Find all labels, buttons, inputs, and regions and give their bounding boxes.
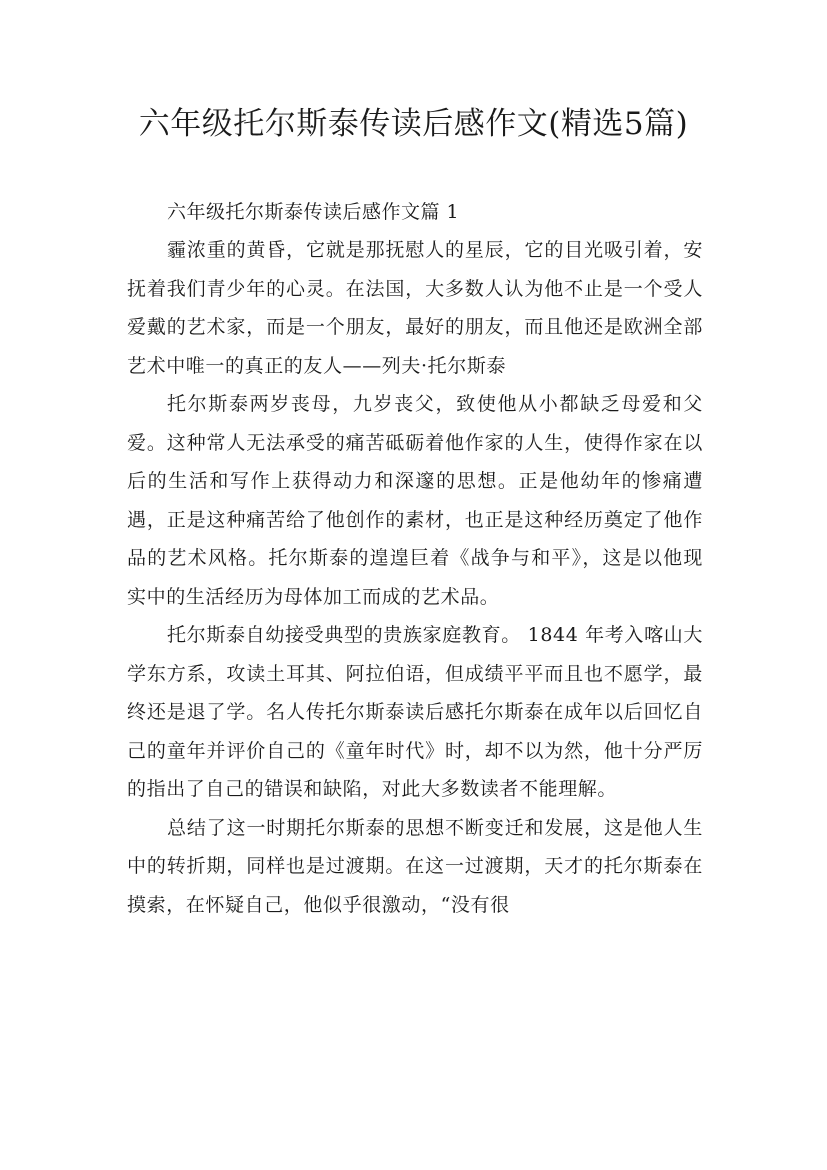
paragraph-2: 托尔斯泰两岁丧母，九岁丧父，致使他从小都缺乏母爱和父爱。这种常人无法承受的痛苦砥砺着他作家的人生，使得作家在以后的生活和写作上获得动力和深邃的思想。正是他幼年的惨痛遭遇，正是这种痛苦给了他创作的素材，也正是这种经历奠定了他作品的艺术风格。托尔斯泰的遑遑巨着《战争与和平》，这是以他现实中的生活经历为母体加工而成的艺术品。 — [127, 393, 703, 608]
document-body — [127, 193, 703, 924]
section-heading: 六年级托尔斯泰传读后感作文篇 1 — [167, 201, 460, 223]
paragraph-1: 霾浓重的黄昏，它就是那抚慰人的星辰，它的目光吸引着，安抚着我们青少年的心灵。在法国，大多数人认为他不止是一个受人爱戴的艺术家，而是一个朋友，最好的朋友，而且他还是欧洲全部艺术中唯一的真正的友人——列夫·托尔斯泰 — [127, 239, 703, 377]
document-title: 六年级托尔斯泰传读后感作文(精选5篇) — [138, 106, 689, 142]
paragraph-4: 总结了这一时期托尔斯泰的思想不断变迁和发展，这是他人生中的转折期，同样也是过渡期。在这一过渡期，天才的托尔斯泰在摸索，在怀疑自己，他似乎很激动，“没有很 — [127, 816, 703, 916]
paragraph-3: 托尔斯泰自幼接受典型的贵族家庭教育。 1844 年考入喀山大学东方系，攻读土耳其、阿拉伯语，但成绩平平而且也不愿学，最终还是退了学。名人传托尔斯泰读后感托尔斯泰在成年以后回忆自己的童年并评价自己的《童年时代》时，却不以为然，他十分严厉的指出了自己的错误和缺陷，对此大多数读者不能理解。 — [127, 624, 703, 800]
